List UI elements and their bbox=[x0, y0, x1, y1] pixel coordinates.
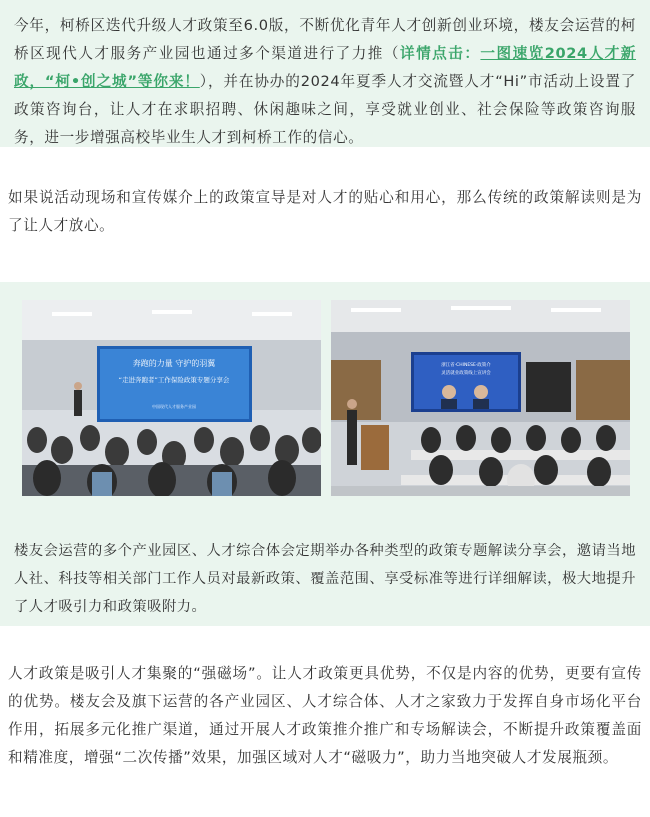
photo-panel bbox=[0, 282, 650, 626]
intro-panel bbox=[0, 0, 650, 147]
screen-right-line1: 浙江省·CHINESE·政策介 bbox=[441, 363, 491, 368]
intro-text-a: 今年，柯桥区迭代升级人才政策至6.0版，不断优化青年人才创新创业环境，楼友会运营的柯桥区现代人才服务产业园也通过多个渠道进行了力推（ bbox=[14, 17, 636, 62]
paragraph-2 bbox=[0, 184, 650, 240]
screen-title-line1: 奔跑的力量 守护的羽翼 bbox=[132, 359, 216, 368]
intro-paragraph bbox=[14, 12, 636, 152]
screen-title-line2: “走进奔跑者”工作保险政策专题分享会 bbox=[118, 376, 230, 384]
screen-title-line3: 中国现代人才服务产业园 bbox=[152, 404, 196, 409]
screen-right-line2: 灵活就业政策线上宣讲会 bbox=[441, 371, 491, 376]
detail-link[interactable]: 一图速览2024人才新政，“柯•创之城”等你来！ bbox=[14, 45, 636, 90]
detail-link-prefix: 详情点击： bbox=[399, 45, 481, 62]
paragraph-4-text: 人才政策是吸引人才集聚的“强磁场”。让人才政策更具优势，不仅是内容的优势，更要有宣传的优势。楼友会及旗下运营的各产业园区、人才综合体、人才之家致力于发挥自身市场化平台作用，拓展多元化推广渠道，通过开展人才政策推介推广和专场解读会，不断提升政策覆盖面和精准度，增强“二次传播”效果，加强区域对人才“磁吸力”，助力当地突破人才发展瓶颈。 bbox=[8, 665, 642, 766]
photo-caption: 楼友会运营的多个产业园区、人才综合体会定期举办各种类型的政策专题解读分享会，邀请当地人社、科技等相关部门工作人员对最新政策、覆盖范围、享受标准等进行详细解读，极大地提升了人才吸引力和政策吸附力。 bbox=[14, 543, 636, 615]
paragraph-2-text: 如果说活动现场和宣传媒介上的政策宣导是对人才的贴心和用心，那么传统的政策解读则是为了让人才放心。 bbox=[8, 189, 642, 234]
seminar-photo-right bbox=[331, 300, 630, 496]
seminar-photo-left bbox=[22, 300, 321, 496]
paragraph-4 bbox=[0, 660, 650, 772]
intro-text-b: ），并在协办的2024年夏季人才交流暨人才“Hi”市活动上设置了政策咨询台，让人才在求职招聘、休闲趣味之间，享受就业创业、社会保险等政策咨询服务，进一步增强高校毕业生人才到柯桥工作的信心。 bbox=[14, 73, 636, 146]
